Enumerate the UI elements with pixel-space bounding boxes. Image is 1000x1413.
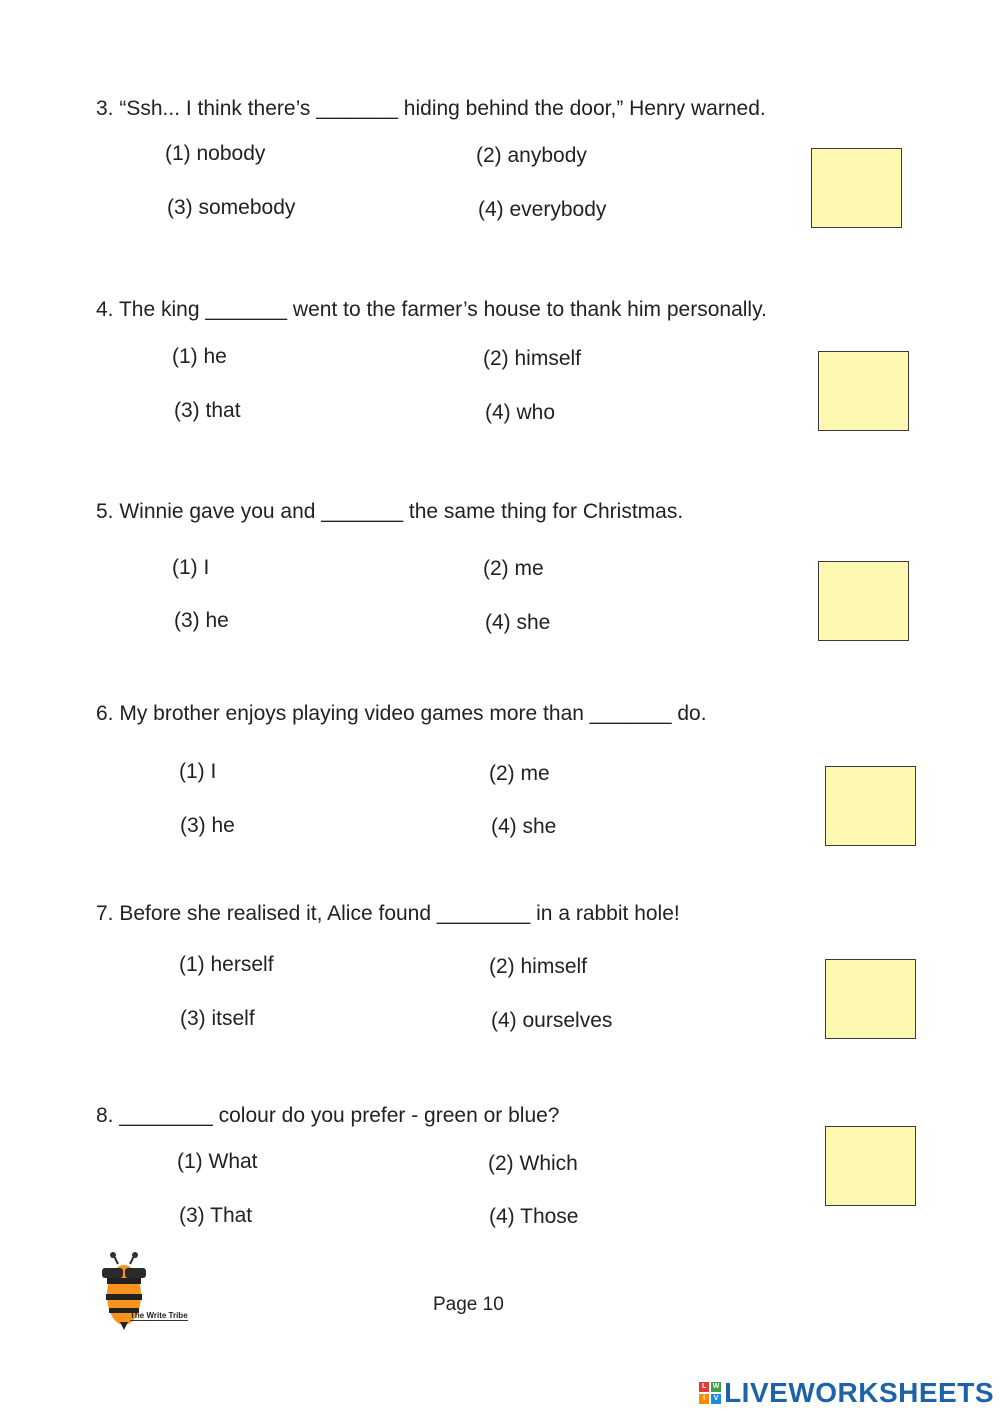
question-5-option-1: (1) I <box>172 556 210 579</box>
page-number: Page 10 <box>433 1294 504 1315</box>
question-4-option-3: (3) that <box>174 399 241 422</box>
question-7-option-4: (4) ourselves <box>491 1009 613 1032</box>
question-7-option-2: (2) himself <box>489 955 588 978</box>
question-5-option-3: (3) he <box>174 609 229 632</box>
liveworksheets-text: LIVEWORKSHEETS <box>724 1377 994 1408</box>
question-6-option-2: (2) me <box>489 762 550 785</box>
question-3-answer-box[interactable] <box>811 148 902 228</box>
question-6-text: 6. My brother enjoys playing video games more than _______ do. <box>96 702 707 725</box>
question-3-text: 3. “Ssh... I think there’s _______ hiding behind the door,” Henry warned. <box>96 97 766 120</box>
question-5-answer-box[interactable] <box>818 561 909 641</box>
question-8-option-4: (4) Those <box>489 1205 579 1228</box>
question-6-option-1: (1) I <box>179 760 217 783</box>
question-4-answer-box[interactable] <box>818 351 909 431</box>
question-4-option-4: (4) who <box>485 401 556 424</box>
question-7-option-1: (1) herself <box>179 953 274 976</box>
question-3-option-3: (3) somebody <box>167 196 296 219</box>
question-4-option-2: (2) himself <box>483 347 582 370</box>
question-8-option-1: (1) What <box>177 1150 258 1173</box>
question-8-answer-box[interactable] <box>825 1126 916 1206</box>
liveworksheets-brand <box>699 1376 994 1410</box>
question-7-text: 7. Before she realised it, Alice found ________ in a rabbit hole! <box>96 902 680 925</box>
question-7-answer-box[interactable] <box>825 959 916 1039</box>
question-4-option-1: (1) he <box>172 345 227 368</box>
question-8-text: 8. ________ colour do you prefer - green or blue? <box>96 1104 560 1127</box>
question-3-option-2: (2) anybody <box>476 144 587 167</box>
question-5-option-2: (2) me <box>483 557 544 580</box>
question-8-option-3: (3) That <box>179 1204 253 1227</box>
question-7-option-3: (3) itself <box>180 1007 255 1030</box>
question-6-answer-box[interactable] <box>825 766 916 846</box>
question-6-option-3: (3) he <box>180 814 235 837</box>
question-3-option-1: (1) nobody <box>165 142 266 165</box>
question-4-text: 4. The king _______ went to the farmer’s house to thank him personally. <box>96 298 767 321</box>
question-3-option-4: (4) everybody <box>478 198 607 221</box>
question-8-option-2: (2) Which <box>488 1152 578 1175</box>
liveworksheets-logo-icon: L W I V <box>699 1382 721 1404</box>
question-5-option-4: (4) she <box>485 611 551 634</box>
question-6-option-4: (4) she <box>491 815 557 838</box>
question-5-text: 5. Winnie gave you and _______ the same thing for Christmas. <box>96 500 684 523</box>
logo-caption: The Write Tribe <box>130 1311 188 1320</box>
